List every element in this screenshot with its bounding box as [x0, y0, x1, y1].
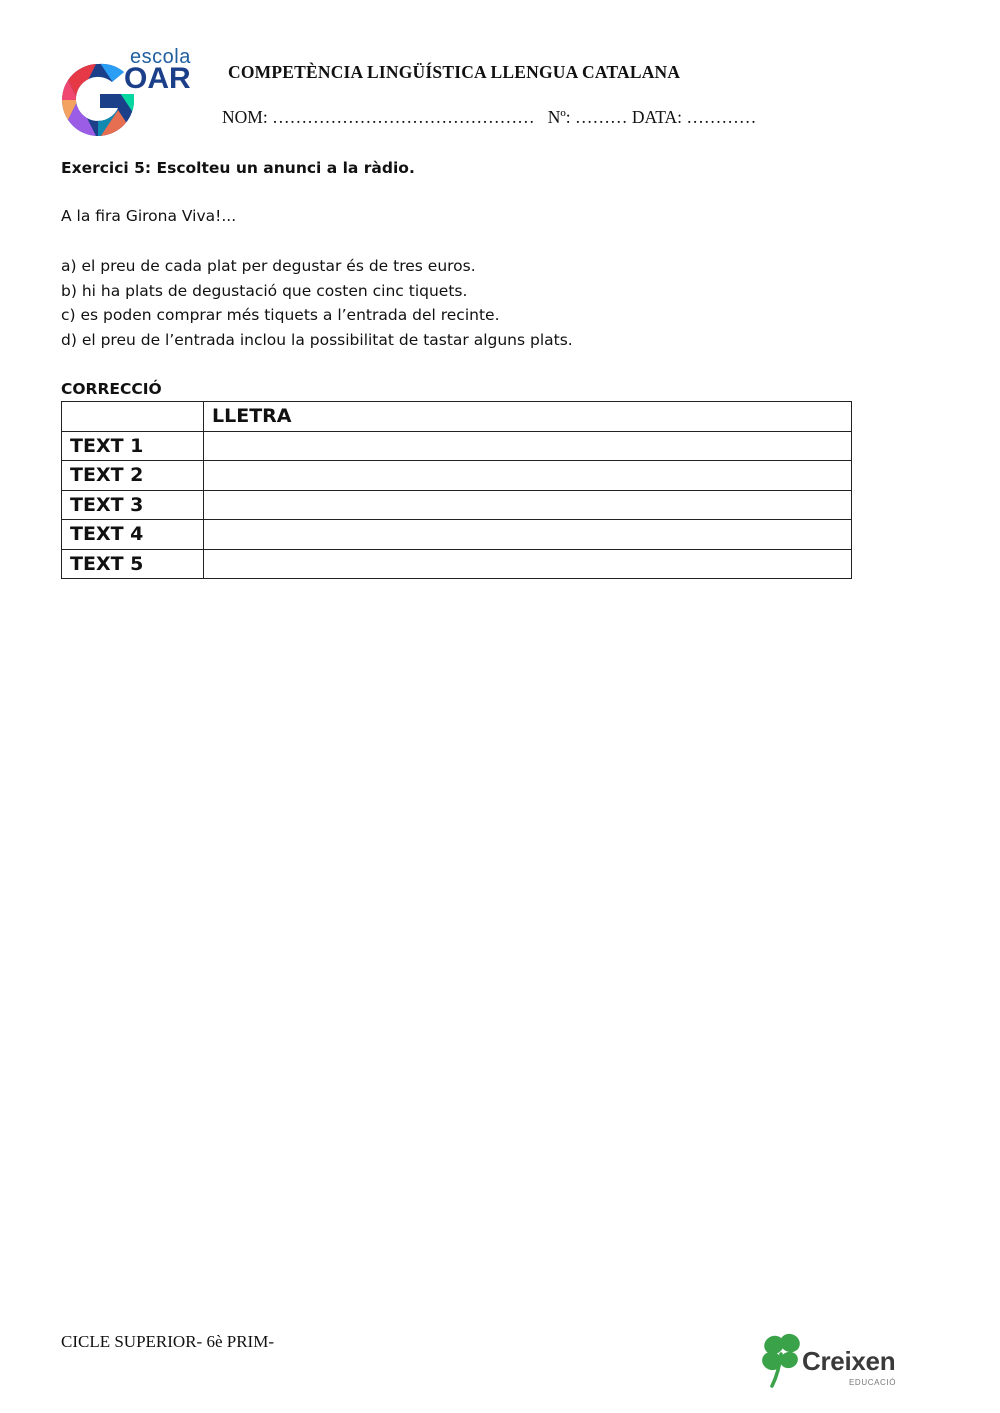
row-label: TEXT 4: [62, 520, 204, 550]
correction-table: [61, 401, 852, 579]
option-d: d) el preu de l’entrada inclou la possibilitat de tastar alguns plats.: [61, 330, 573, 349]
row-label: TEXT 3: [62, 490, 204, 520]
nom-field[interactable]: NOM: ………………………………………: [222, 107, 535, 127]
answer-options: [61, 254, 573, 352]
table-row: [62, 549, 852, 579]
table-row: [62, 461, 852, 491]
publisher-name: Creixen: [802, 1346, 896, 1376]
answer-cell[interactable]: [204, 549, 852, 579]
option-c: c) es poden comprar més tiquets a l’entrada del recinte.: [61, 306, 500, 324]
row-label: TEXT 5: [62, 549, 204, 579]
student-info-fields: [222, 107, 756, 128]
table-header-empty: [62, 402, 204, 432]
exercise-title: Exercici 5: Escolteu un anunci a la ràdio.: [61, 159, 415, 177]
table-header-lletra: LLETRA: [204, 402, 852, 432]
number-field[interactable]: Nº: ………: [547, 107, 628, 127]
goar-g-logo-icon: [58, 60, 138, 140]
answer-cell[interactable]: [204, 520, 852, 550]
correccio-label: CORRECCIÓ: [61, 380, 162, 398]
publisher-logo: [760, 1330, 905, 1390]
clover-icon: [760, 1330, 804, 1390]
answer-cell[interactable]: [204, 431, 852, 461]
table-header-row: [62, 402, 852, 432]
page-title: COMPETÈNCIA LINGÜÍSTICA LLENGUA CATALANA: [228, 62, 681, 82]
option-a: a) el preu de cada plat per degustar és de tres euros.: [61, 257, 476, 275]
table-row: [62, 490, 852, 520]
logo-escola-text: escola: [130, 46, 191, 68]
exercise-intro: A la fira Girona Viva!...: [61, 207, 237, 225]
answer-cell[interactable]: [204, 461, 852, 491]
publisher-subtitle: EDUCACIÓ: [849, 1378, 897, 1387]
answer-cell[interactable]: [204, 490, 852, 520]
table-row: [62, 431, 852, 461]
option-b: b) hi ha plats de degustació que costen cinc tiquets.: [61, 281, 468, 300]
date-field[interactable]: DATA: …………: [631, 107, 757, 127]
school-logo: [58, 44, 208, 144]
footer-level: CICLE SUPERIOR- 6è PRIM-: [61, 1332, 274, 1351]
row-label: TEXT 1: [62, 431, 204, 461]
logo-oar-text: OAR: [124, 62, 191, 95]
table-row: [62, 520, 852, 550]
row-label: TEXT 2: [62, 461, 204, 491]
